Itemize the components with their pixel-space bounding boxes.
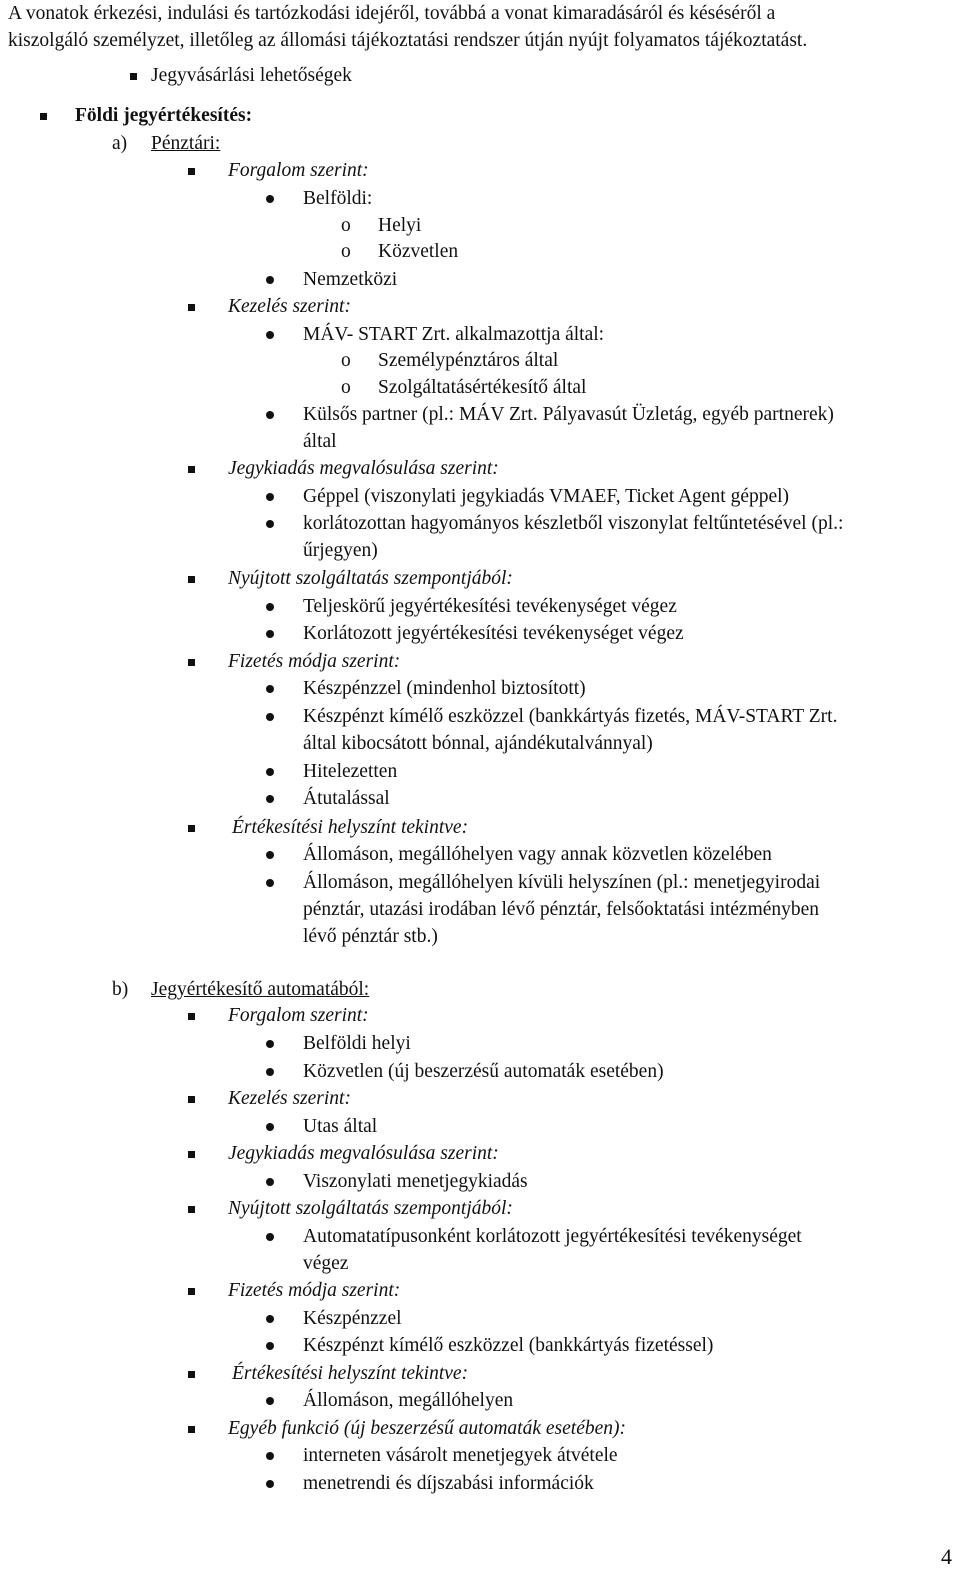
list-item: Állomáson, megállóhelyen xyxy=(303,1390,514,1411)
round-bullet-icon xyxy=(266,331,274,339)
round-bullet-icon xyxy=(266,1315,274,1323)
square-bullet-icon xyxy=(188,168,195,175)
round-bullet-icon xyxy=(266,1040,274,1048)
category-heading: Nyújtott szolgáltatás szempontjából: xyxy=(228,568,513,589)
circle-bullet-icon: o xyxy=(341,377,351,398)
list-item: Géppel (viszonylati jegykiadás VMAEF, Ticket Agent géppel) xyxy=(303,486,790,507)
round-bullet-icon xyxy=(266,411,274,419)
circle-bullet-icon: o xyxy=(341,241,351,262)
round-bullet-icon xyxy=(266,1178,274,1186)
list-item: Készpénzzel (mindenhol biztosított) xyxy=(303,678,586,699)
list-item: Személypénztáros által xyxy=(378,350,559,371)
list-item-continuation: lévő pénztár stb.) xyxy=(303,926,438,947)
list-item: Viszonylati menetjegykiadás xyxy=(303,1171,528,1192)
round-bullet-icon xyxy=(266,1123,274,1131)
category-heading: Forgalom szerint: xyxy=(228,1005,369,1026)
category-heading: Értékesítési helyszínt tekintve: xyxy=(232,817,469,838)
square-bullet-icon xyxy=(188,1206,195,1213)
square-bullet-icon xyxy=(188,1151,195,1158)
category-heading: Fizetés módja szerint: xyxy=(228,651,401,672)
round-bullet-icon xyxy=(266,493,274,501)
list-item: Belföldi: xyxy=(303,188,373,209)
list-marker-b: b) xyxy=(112,979,129,1000)
square-bullet-icon xyxy=(188,1371,195,1378)
category-heading: Fizetés módja szerint: xyxy=(228,1280,401,1301)
list-item: MÁV- START Zrt. alkalmazottja által: xyxy=(303,324,605,345)
circle-bullet-icon: o xyxy=(341,215,351,236)
category-heading: Egyéb funkció (új beszerzésű automaták esetében): xyxy=(228,1418,626,1439)
round-bullet-icon xyxy=(266,768,274,776)
square-bullet-icon xyxy=(188,1288,195,1295)
category-heading: Nyújtott szolgáltatás szempontjából: xyxy=(228,1198,513,1219)
round-bullet-icon xyxy=(266,879,274,887)
list-item: Közvetlen (új beszerzésű automaták esetében) xyxy=(303,1061,664,1082)
main-heading: Földi jegyértékesítés: xyxy=(75,105,253,126)
square-bullet-icon xyxy=(188,659,195,666)
list-item-continuation: által kibocsátott bónnal, ajándékutalvánnyal) xyxy=(303,733,653,754)
page-number: 4 xyxy=(941,1544,952,1569)
list-item: Állomáson, megállóhelyen kívüli helyszínen (pl.: menetjegyirodai xyxy=(303,872,821,893)
list-item: Külsős partner (pl.: MÁV Zrt. Pályavasút Üzletág, egyéb partnerek) xyxy=(303,404,834,425)
round-bullet-icon xyxy=(266,1397,274,1405)
list-item: Szolgáltatásértékesítő által xyxy=(378,377,587,398)
list-item: menetrendi és díjszabási információk xyxy=(303,1473,594,1494)
list-item-continuation: pénztár, utazási irodában lévő pénztár, felsőoktatási intézményben xyxy=(303,899,820,920)
square-bullet-icon xyxy=(188,1013,195,1020)
subsection-title-b: Jegyértékesítő automatából: xyxy=(151,979,370,1000)
square-bullet-icon xyxy=(188,466,195,473)
category-heading: Jegykiadás megvalósulása szerint: xyxy=(228,458,499,479)
list-marker-a: a) xyxy=(112,133,128,154)
category-heading: Forgalom szerint: xyxy=(228,160,369,181)
list-item: Nemzetközi xyxy=(303,269,398,290)
list-item-continuation: végez xyxy=(303,1253,349,1274)
list-item: Utas által xyxy=(303,1116,378,1137)
intro-line-1: A vonatok érkezési, indulási és tartózkodási idejéről, továbbá a vonat kimaradásáról és késéséről a xyxy=(8,3,776,24)
square-bullet-icon xyxy=(188,1426,195,1433)
list-item: Hitelezetten xyxy=(303,761,398,782)
list-item: Helyi xyxy=(378,215,422,236)
list-item: Korlátozott jegyértékesítési tevékenységet végez xyxy=(303,623,684,644)
round-bullet-icon xyxy=(266,195,274,203)
round-bullet-icon xyxy=(266,1068,274,1076)
round-bullet-icon xyxy=(266,1233,274,1241)
category-heading: Kezelés szerint: xyxy=(228,1088,351,1109)
category-heading: Értékesítési helyszínt tekintve: xyxy=(232,1363,469,1384)
round-bullet-icon xyxy=(266,795,274,803)
list-item: Teljeskörű jegyértékesítési tevékenységet végez xyxy=(303,596,677,617)
list-item: interneten vásárolt menetjegyek átvétele xyxy=(303,1445,618,1466)
category-heading: Kezelés szerint: xyxy=(228,296,351,317)
square-bullet-icon xyxy=(188,576,195,583)
round-bullet-icon xyxy=(266,603,274,611)
round-bullet-icon xyxy=(266,520,274,528)
round-bullet-icon xyxy=(266,276,274,284)
square-bullet-icon xyxy=(130,73,137,80)
circle-bullet-icon: o xyxy=(341,350,351,371)
round-bullet-icon xyxy=(266,685,274,693)
intro-line-2: kiszolgáló személyzet, illetőleg az állomási tájékoztatási rendszer útján nyújt folyamatos tájékoztatást. xyxy=(8,30,808,51)
round-bullet-icon xyxy=(266,1452,274,1460)
square-bullet-icon xyxy=(188,1096,195,1103)
round-bullet-icon xyxy=(266,630,274,638)
list-item: Belföldi helyi xyxy=(303,1033,411,1054)
list-item: Közvetlen xyxy=(378,241,459,262)
list-item: Készpénzt kímélő eszközzel (bankkártyás fizetéssel) xyxy=(303,1335,714,1356)
category-heading: Jegykiadás megvalósulása szerint: xyxy=(228,1143,499,1164)
square-bullet-icon xyxy=(188,304,195,311)
list-item-continuation: által xyxy=(303,431,337,452)
list-item: Automatatípusonként korlátozott jegyértékesítési tevékenységet xyxy=(303,1226,802,1247)
round-bullet-icon xyxy=(266,713,274,721)
list-item: korlátozottan hagyományos készletből viszonylat feltűntetésével (pl.: xyxy=(303,513,844,534)
list-item-continuation: űrjegyen) xyxy=(303,540,378,561)
list-item: Készpénzt kímélő eszközzel (bankkártyás fizetés, MÁV-START Zrt. xyxy=(303,706,838,727)
list-item: Állomáson, megállóhelyen vagy annak közvetlen közelében xyxy=(303,844,772,865)
subsection-title-a: Pénztári: xyxy=(151,133,221,154)
square-bullet-icon xyxy=(40,113,47,120)
list-item: Átutalással xyxy=(303,788,390,809)
square-bullet-icon xyxy=(188,825,195,832)
list-item: Készpénzzel xyxy=(303,1308,402,1329)
round-bullet-icon xyxy=(266,1342,274,1350)
section-title: Jegyvásárlási lehetőségek xyxy=(151,65,352,86)
round-bullet-icon xyxy=(266,851,274,859)
round-bullet-icon xyxy=(266,1480,274,1488)
